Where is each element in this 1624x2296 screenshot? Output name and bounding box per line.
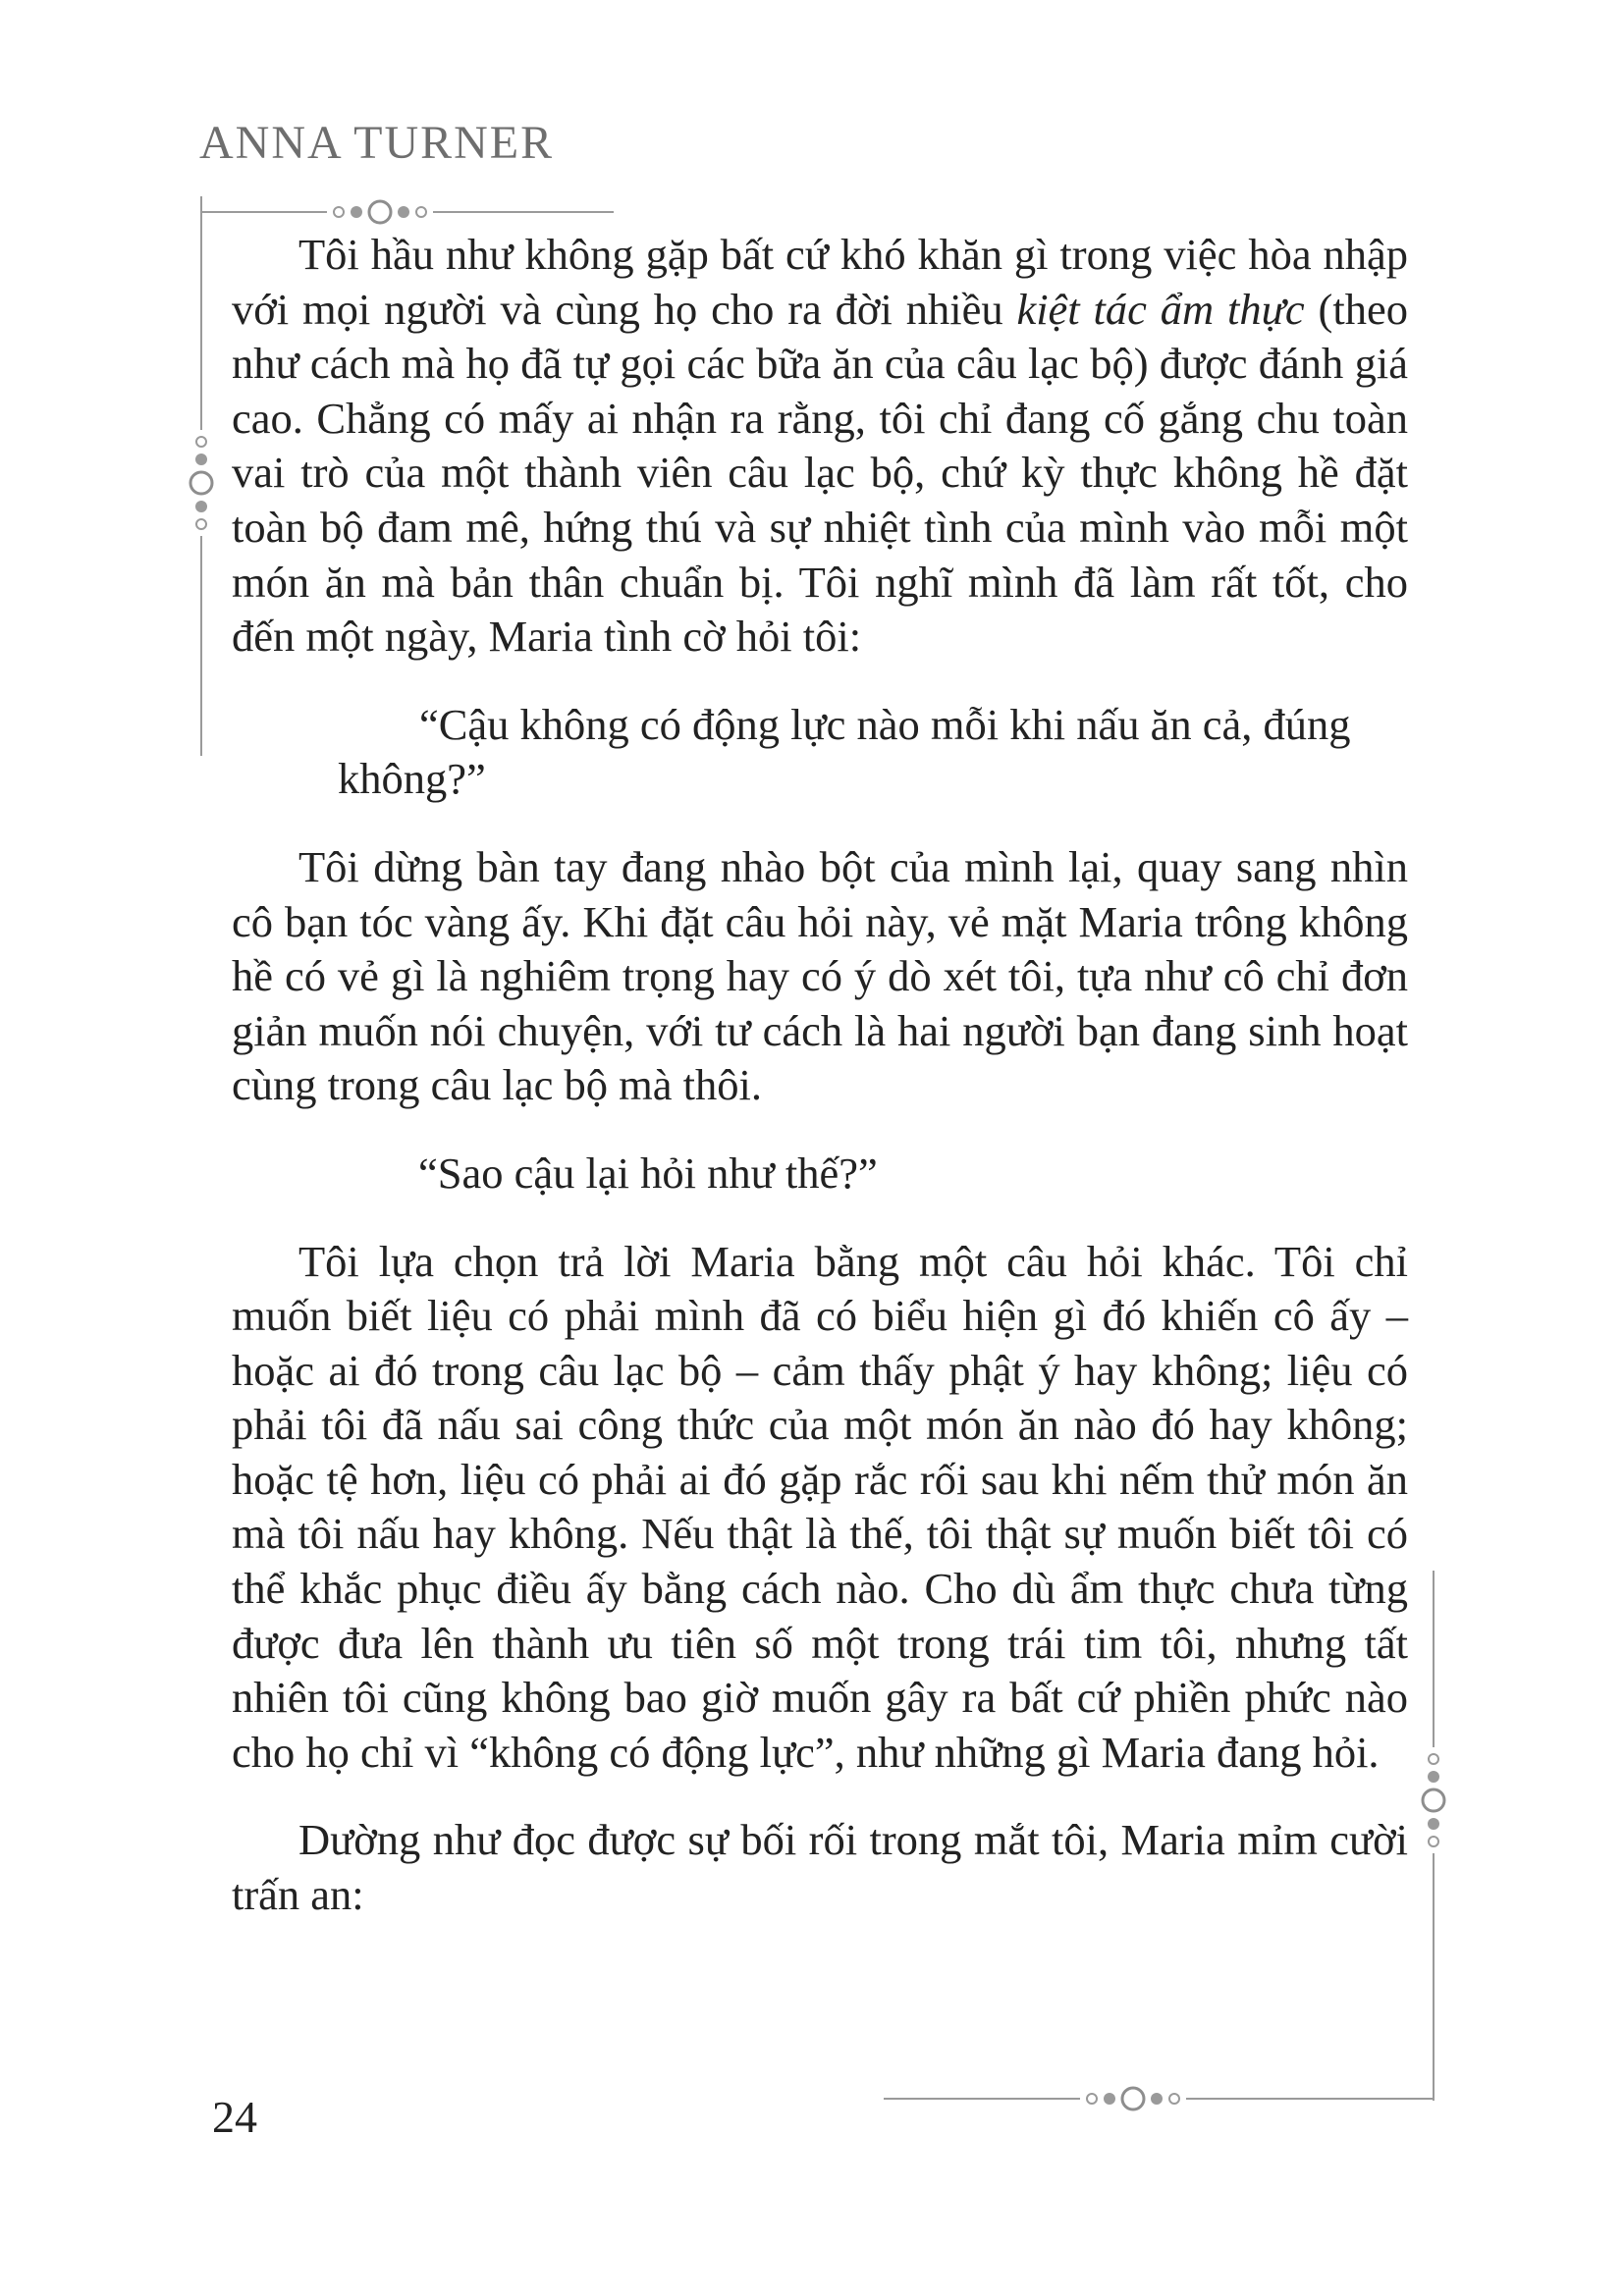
top-ornament-rule [201, 192, 614, 232]
paragraph-1-part-b: (theo như cách mà họ đã tự gọi các bữa ăn của câu lạc bộ) được đánh giá cao. Chẳng có mấy ai nhận ra rằng, tôi chỉ đang cố gắng chu toàn vai trò của một thành viên câu lạc bộ, chứ kỳ thực không hề đặt toàn bộ đam mê, hứng thú và sự nhiệt tình của mình vào mỗi một món ăn mà bản thân chuẩn bị. Tôi nghĩ mình đã làm rất tốt, cho đến một ngày, Maria tình cờ hỏi tôi: [232, 284, 1408, 662]
page-number: 24 [212, 2092, 257, 2142]
paragraph-1 [232, 228, 1408, 665]
paragraph-3: Tôi lựa chọn trả lời Maria bằng một câu hỏi khác. Tôi chỉ muốn biết liệu có phải mình đã có biểu hiện gì đó khiến cô ấy – hoặc ai đó trong câu lạc bộ – cảm thấy phật ý hay không; liệu có phải tôi đã nấu sai công thức của một món ăn nào đó hay không; hoặc tệ hơn, liệu có phải ai đó gặp rắc rối sau khi nếm thử món ăn mà tôi nấu hay không. Nếu thật là thế, tôi thật sự muốn biết tôi có thể khắc phục điều ấy bằng cách nào. Cho dù ẩm thực chưa từng được đưa lên thành ưu tiên số một trong trái tim tôi, nhưng tất nhiên tôi cũng không bao giờ muốn gây ra bất cứ phiền phức nào cho họ chỉ vì “không có động lực”, như những gì Maria đang hỏi. [232, 1236, 1408, 1777]
paragraph-1-italic: kiệt tác ẩm thực [1016, 284, 1305, 334]
quote-2: “Sao cậu lại hỏi như thế?” [418, 1148, 878, 1198]
paragraph-4: Dường như đọc được sự bối rối trong mắt tôi, Maria mỉm cười trấn an: [232, 1815, 1408, 1920]
left-ornament-rule [182, 196, 221, 766]
quote-1: “Cậu không có động lực nào mỗi khi nấu ăn cả, đúng không?” [338, 699, 1351, 804]
bottom-ornament-rule [884, 2079, 1434, 2118]
right-ornament-rule [1414, 1571, 1453, 2101]
running-head-author: ANNA TURNER [199, 117, 555, 169]
paragraph-2: Tôi dừng bàn tay đang nhào bột của mình lại, quay sang nhìn cô bạn tóc vàng ấy. Khi đặt câu hỏi này, vẻ mặt Maria trông không hề có vẻ gì là nghiêm trọng hay có ý dò xét tôi, tựa như cô chỉ đơn giản muốn nói chuyện, với tư cách là hai người bạn đang sinh hoạt cùng trong câu lạc bộ mà thôi. [232, 841, 1408, 1110]
paragraph-1-part-a: Tôi hầu như không gặp bất cứ khó khăn gì trong việc hòa nhập với mọi người và cùng họ cho ra đời nhiều [232, 230, 1408, 334]
main-text [232, 228, 1408, 1923]
